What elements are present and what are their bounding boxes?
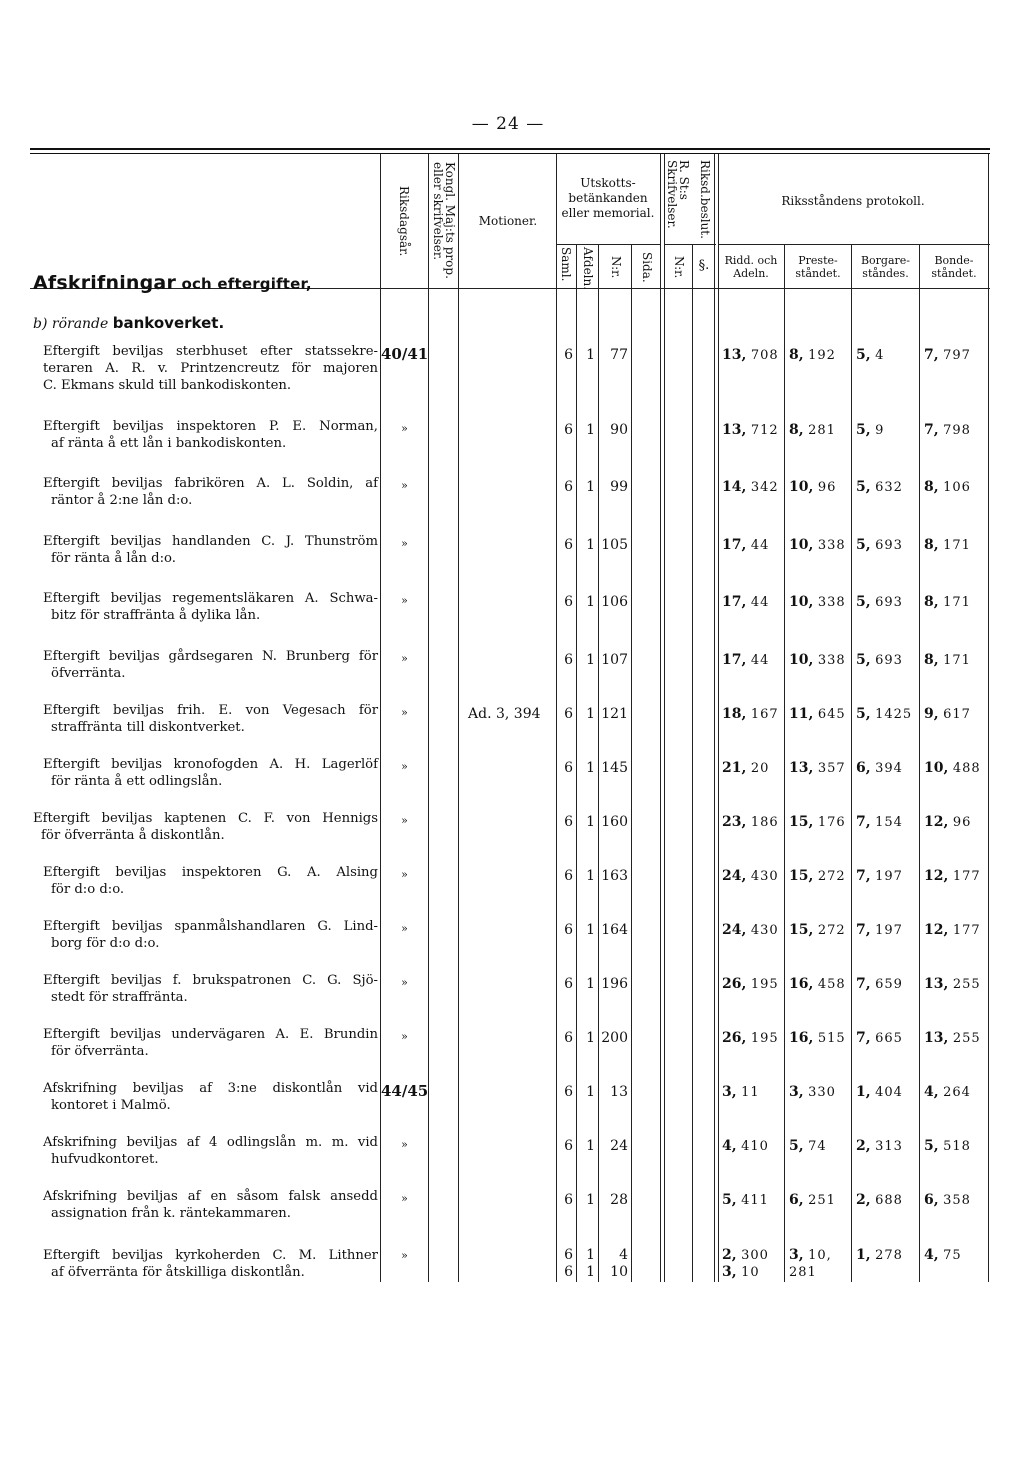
entry-nr: 24 [610, 1138, 628, 1154]
entry-year: » [401, 422, 408, 435]
entry-year: 44/45 [381, 1082, 429, 1100]
entry-borgare: 5, 693 [856, 652, 903, 668]
entry-ridd: 4, 410 [722, 1138, 769, 1154]
entry-afdeln: 1 [586, 868, 595, 884]
entry-ridd: 5, 411 [722, 1192, 769, 1208]
entry-preste: 10, 338 [789, 652, 846, 668]
entry-description: Eftergift beviljas fabrikören A. L. Soldin, af räntor å 2:ne lån d:o. [43, 476, 378, 508]
entry-year: » [401, 479, 408, 492]
entry-afdeln: 1 [586, 1192, 595, 1208]
entry-afdeln: 1 [586, 537, 595, 553]
entry-description: Eftergift beviljas inspektoren P. E. Norman, af ränta å ett lån i bankodiskonten. [43, 419, 378, 451]
entry-afdeln-2: 1 [586, 1264, 595, 1280]
entry-bonde: 9, 617 [924, 706, 971, 722]
entry-borgare: 1, 278 [856, 1247, 903, 1263]
entry-year: » [401, 1030, 408, 1043]
entry-saml-2: 6 [564, 1264, 573, 1280]
header-bonde: Bonde- ståndet. [931, 254, 977, 280]
entry-borgare: 5, 632 [856, 479, 903, 495]
header-preste: Preste- ståndet. [795, 254, 841, 280]
entry-afdeln: 1 [586, 922, 595, 938]
entry-bonde: 6, 358 [924, 1192, 971, 1208]
entry-borgare: 2, 313 [856, 1138, 903, 1154]
entry-year: » [401, 868, 408, 881]
entry-description: Eftergift beviljas spanmålshandlaren G. Lind- borg för d:o d:o. [43, 919, 378, 951]
entry-ridd: 21, 20 [722, 760, 770, 776]
entry-saml: 6 [564, 1084, 573, 1100]
header-rsts: R. St:s Skrifvelser. [665, 160, 691, 229]
entry-description: Eftergift beviljas regementsläkaren A. Schwa- bitz för straffränta å dylika lån. [43, 591, 378, 623]
entry-bonde: 8, 171 [924, 594, 971, 610]
rsts-subrule [664, 244, 716, 245]
entry-nr: 121 [601, 706, 628, 722]
entry-bonde: 13, 255 [924, 1030, 981, 1046]
entry-year: 40/41 [381, 345, 429, 363]
entry-nr: 164 [601, 922, 628, 938]
entry-bonde: 8, 171 [924, 537, 971, 553]
header-rsts-nr: N:r. [672, 256, 686, 279]
header-ridd: Ridd. och Adeln. [724, 254, 778, 280]
entry-saml: 6 [564, 760, 573, 776]
entry-nr: 99 [610, 479, 628, 495]
entry-preste: 8, 281 [789, 422, 836, 438]
entry-year: » [401, 922, 408, 935]
entry-nr: 106 [601, 594, 628, 610]
entry-description: Eftergift beviljas kaptenen C. F. von Hennigs för öfverränta å diskontlån. [33, 811, 378, 843]
entry-description: Afskrifning beviljas af 4 odlingslån m. m. vid hufvudkontoret. [43, 1135, 378, 1167]
entry-saml: 6 [564, 1247, 573, 1263]
header-motioner: Motioner. [478, 214, 538, 228]
entry-afdeln: 1 [586, 347, 595, 363]
entry-borgare: 7, 659 [856, 976, 903, 992]
entry-saml: 6 [564, 1030, 573, 1046]
entry-bonde: 7, 797 [924, 347, 971, 363]
entry-nr-2: 10 [610, 1264, 628, 1280]
entry-afdeln: 1 [586, 594, 595, 610]
entry-bonde: 10, 488 [924, 760, 981, 776]
entry-ridd-2: 3, 10 [722, 1264, 760, 1280]
entry-borgare: 5, 693 [856, 537, 903, 553]
entry-bonde: 7, 798 [924, 422, 971, 438]
entry-borgare: 5, 4 [856, 347, 885, 363]
entry-nr: 200 [601, 1030, 628, 1046]
entry-motion: Ad. 3, 394 [468, 706, 541, 722]
entry-borgare: 5, 693 [856, 594, 903, 610]
entry-preste: 10, 96 [789, 479, 837, 495]
entry-ridd: 18, 167 [722, 706, 779, 722]
entry-preste: 6, 251 [789, 1192, 836, 1208]
entry-saml: 6 [564, 652, 573, 668]
entry-afdeln: 1 [586, 479, 595, 495]
entry-ridd: 2, 300 [722, 1247, 769, 1263]
entry-preste: 5, 74 [789, 1138, 827, 1154]
entry-bonde: 4, 264 [924, 1084, 971, 1100]
entry-nr: 77 [610, 347, 628, 363]
entry-ridd: 14, 342 [722, 479, 779, 495]
entry-description: Afskrifning beviljas af en såsom falsk ansedd assignation från k. räntekammaren. [43, 1189, 378, 1221]
entry-preste: 8, 192 [789, 347, 836, 363]
entry-saml: 6 [564, 422, 573, 438]
entry-borgare: 7, 665 [856, 1030, 903, 1046]
entry-borgare: 1, 404 [856, 1084, 903, 1100]
entry-ridd: 26, 195 [722, 976, 779, 992]
entry-saml: 6 [564, 814, 573, 830]
entry-borgare: 6, 394 [856, 760, 903, 776]
entry-description: Afskrifning beviljas af 3:ne diskontlån vid kontoret i Malmö. [43, 1081, 378, 1113]
header-riksd-beslut: Riksd.beslut. [698, 160, 712, 239]
entry-saml: 6 [564, 347, 573, 363]
entry-ridd: 13, 708 [722, 347, 779, 363]
entry-preste: 16, 458 [789, 976, 846, 992]
entry-saml: 6 [564, 976, 573, 992]
entry-preste: 10, 338 [789, 537, 846, 553]
header-kongl: Kongl. Maj:ts prop. eller skrifvelser. [431, 162, 457, 279]
entry-preste: 11, 645 [789, 706, 846, 722]
entry-borgare: 5, 9 [856, 422, 885, 438]
entry-saml: 6 [564, 922, 573, 938]
entry-afdeln: 1 [586, 706, 595, 722]
entry-saml: 6 [564, 479, 573, 495]
entry-nr: 145 [601, 760, 628, 776]
entry-ridd: 13, 712 [722, 422, 779, 438]
entry-description: Eftergift beviljas frih. E. von Vegesach för straffränta till diskontverket. [43, 703, 378, 735]
header-protokoll: Riksståndens protokoll. [781, 194, 925, 208]
entry-saml: 6 [564, 706, 573, 722]
entry-year: » [401, 1249, 408, 1262]
entry-description: Eftergift beviljas kronofogden A. H. Lagerlöf för ränta å ett odlingslån. [43, 757, 378, 789]
entry-afdeln: 1 [586, 976, 595, 992]
entry-ridd: 26, 195 [722, 1030, 779, 1046]
entry-year: » [401, 706, 408, 719]
entry-saml: 6 [564, 594, 573, 610]
entry-nr: 107 [601, 652, 628, 668]
header-borgare: Borgare- ståndes. [860, 254, 911, 280]
entry-year: » [401, 1138, 408, 1151]
entry-preste: 15, 176 [789, 814, 846, 830]
entry-description: Eftergift beviljas sterbhuset efter statssekre- teraren A. R. v. Printzencreutz för majoren C. Ekmans skuld till bankodiskonten. [43, 344, 378, 393]
entry-year: » [401, 594, 408, 607]
entry-saml: 6 [564, 1138, 573, 1154]
entry-preste: 15, 272 [789, 868, 846, 884]
entry-ridd: 17, 44 [722, 652, 770, 668]
entry-afdeln: 1 [586, 1247, 595, 1263]
entry-afdeln: 1 [586, 760, 595, 776]
entry-ridd: 24, 430 [722, 868, 779, 884]
entry-afdeln: 1 [586, 652, 595, 668]
entry-preste: 10, 338 [789, 594, 846, 610]
entry-saml: 6 [564, 1192, 573, 1208]
entry-nr: 28 [610, 1192, 628, 1208]
entry-bonde: 4, 75 [924, 1247, 962, 1263]
entry-saml: 6 [564, 868, 573, 884]
entry-borgare: 7, 197 [856, 922, 903, 938]
entry-nr: 90 [610, 422, 628, 438]
entry-nr: 160 [601, 814, 628, 830]
entry-saml: 6 [564, 537, 573, 553]
entry-year: » [401, 760, 408, 773]
entry-afdeln: 1 [586, 814, 595, 830]
entry-bonde: 8, 106 [924, 479, 971, 495]
entry-description: Eftergift beviljas handlanden C. J. Thunström för ränta å lån d:o. [43, 534, 378, 566]
entry-preste: 16, 515 [789, 1030, 846, 1046]
entry-borgare: 7, 197 [856, 868, 903, 884]
entry-year: » [401, 814, 408, 827]
entry-description: Eftergift beviljas gårdsegaren N. Brunberg för öfverränta. [43, 649, 378, 681]
top-rule-thin [30, 153, 990, 154]
utskotts-subrule [556, 244, 660, 245]
entry-bonde: 12, 96 [924, 814, 972, 830]
header-saml: Saml. [559, 247, 573, 282]
entry-ridd: 23, 186 [722, 814, 779, 830]
protokoll-subrule [718, 244, 990, 245]
entry-afdeln: 1 [586, 1030, 595, 1046]
entry-borgare: 2, 688 [856, 1192, 903, 1208]
entry-year: » [401, 976, 408, 989]
entry-bonde: 5, 518 [924, 1138, 971, 1154]
page-number: — 24 — [471, 114, 545, 134]
header-paragraph: §. [698, 258, 710, 273]
entry-nr: 105 [601, 537, 628, 553]
entry-preste: 15, 272 [789, 922, 846, 938]
header-riksdagsar: Riksdagsår. [397, 186, 411, 257]
top-rule [30, 148, 990, 150]
entry-bonde: 13, 255 [924, 976, 981, 992]
entry-nr: 4 [619, 1247, 628, 1263]
header-nr: N:r. [609, 256, 623, 279]
subsection-heading: b) rörande bankoverket. [33, 314, 225, 332]
entry-year: » [401, 652, 408, 665]
entry-ridd: 17, 44 [722, 537, 770, 553]
header-sida: Sida. [640, 252, 654, 283]
entry-nr: 196 [601, 976, 628, 992]
entry-borgare: 7, 154 [856, 814, 903, 830]
entry-ridd: 24, 430 [722, 922, 779, 938]
section-title: Afskrifningar och eftergifter, [33, 272, 312, 294]
entry-afdeln: 1 [586, 422, 595, 438]
entry-description: Eftergift beviljas undervägaren A. E. Brundin för öfverränta. [43, 1027, 378, 1059]
entry-bonde: 8, 171 [924, 652, 971, 668]
entry-bonde: 12, 177 [924, 868, 981, 884]
entry-year: » [401, 1192, 408, 1205]
entry-bonde: 12, 177 [924, 922, 981, 938]
entry-nr: 13 [610, 1084, 628, 1100]
entry-description: Eftergift beviljas f. brukspatronen C. G. Sjö- stedt för straffränta. [43, 973, 378, 1005]
entry-preste: 3, 10, [789, 1247, 832, 1263]
entry-ridd: 3, 11 [722, 1084, 760, 1100]
entry-preste: 13, 357 [789, 760, 846, 776]
entry-ridd: 17, 44 [722, 594, 770, 610]
entry-afdeln: 1 [586, 1084, 595, 1100]
entry-year: » [401, 537, 408, 550]
entry-afdeln: 1 [586, 1138, 595, 1154]
entry-borgare: 5, 1425 [856, 706, 913, 722]
entry-description: Eftergift beviljas kyrkoherden C. M. Lithner af öfverränta för åtskilliga diskontlån. [43, 1248, 378, 1280]
header-utskotts: Utskotts- betänkanden eller memorial. [561, 176, 655, 220]
entry-nr: 163 [601, 868, 628, 884]
entry-preste-2: 281 [789, 1265, 817, 1280]
entry-preste: 3, 330 [789, 1084, 836, 1100]
entry-description: Eftergift beviljas inspektoren G. A. Alsing för d:o d:o. [43, 865, 378, 897]
header-afdeln: Afdeln. [581, 247, 595, 291]
